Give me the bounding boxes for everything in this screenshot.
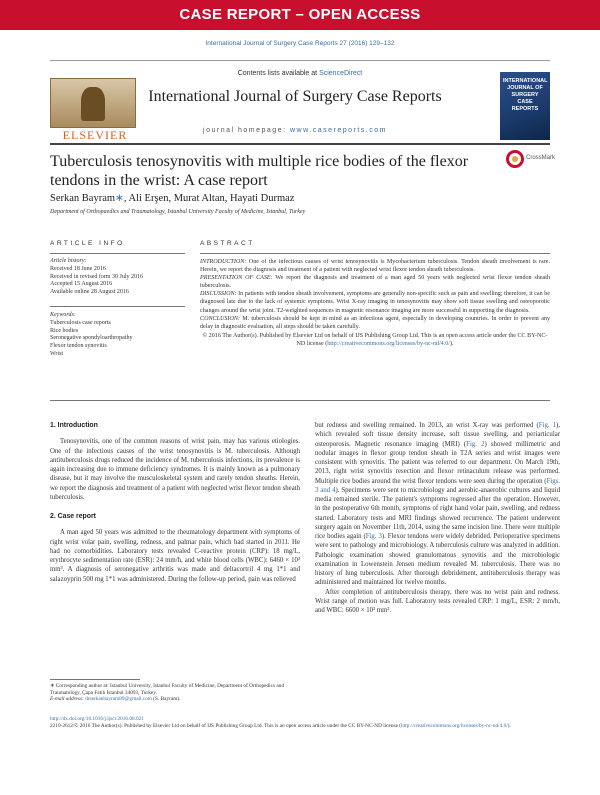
history-item: Received in revised form 30 July 2016	[50, 273, 143, 280]
footnote-rule	[50, 679, 140, 680]
homepage-link[interactable]: www.casereports.com	[289, 127, 387, 134]
abstract-intro-text: One of the infectious causes of wrist tenosynovitis is Mycobacterium tuberculosis. Tendon sheath involvement is rare. Herein, we report the diagnosis and treatment of a patient with neglected wrist flexor tendon sheath tuberculosis.	[200, 259, 550, 274]
keywords-label: Keywords:	[50, 312, 76, 318]
journal-title: International Journal of Surgery Case Reports	[148, 88, 442, 105]
crossmark-icon	[506, 150, 524, 168]
footer-license-end: ).	[507, 723, 511, 729]
footer-license	[50, 723, 560, 730]
keyword: Rice bodies	[50, 327, 79, 334]
corresponding-author-marker[interactable]: ∗	[115, 193, 124, 204]
abstract-rule	[200, 253, 550, 254]
figure-2-link[interactable]: Fig. 2	[466, 440, 485, 448]
cover-line: SURGERY	[511, 92, 539, 98]
email-link[interactable]: drserkanbayram89@gmail.com	[85, 696, 152, 703]
elsevier-wordmark: ELSEVIER	[62, 128, 128, 142]
elsevier-tree-logo	[50, 78, 136, 128]
abstract-conclusion-text: M. tuberculosis should be kept in mind as an infectious agent, especially in developing countries. In order to prevent any delay in diagnostic evaluation, all steps should be taken carefully.	[200, 315, 550, 330]
abstract-conclusion-label: CONCLUSION:	[200, 315, 240, 322]
author-rest: , Ali Erşen, Murat Altan, Hayati Durmaz	[123, 193, 295, 204]
figures-3-4-link[interactable]: Figs. 3 and 4	[315, 477, 560, 494]
header-rule-bottom	[50, 143, 550, 145]
case-text: ) showed millimetric and nodular images in flexor group tendon sheath in T2A series and wrist images were consistent with synovitis. The patient was referred to our department. On March 19th, 2013, right wrist synovitis resection and flexor retinaculum release was performed. Multiple rice bodies around the wrist flexor tendons were seen during the operation (	[315, 440, 560, 485]
cover-line: INTERNATIONAL	[503, 78, 548, 84]
author-first[interactable]: Serkan Bayram	[50, 193, 116, 204]
keyword: Seronegative spondyloarthropathy	[50, 335, 133, 342]
copyright-text: © 2016 The Author(s). Published by Elsevier Ltd on behalf of IJS Publishing Group Ltd. This is an open access article under the CC BY-NC-ND license (	[202, 332, 548, 347]
homepage-label: journal homepage:	[203, 127, 290, 134]
copyright-end: ).	[449, 340, 454, 347]
keyword: Tuberculosis case reports	[50, 319, 111, 326]
crossmark-label: CrossMark	[526, 155, 556, 161]
case-report-paragraph-2: After completion of antituberculosis therapy, there was no wrist pain and redness. Wrist range of motion was full. Laboratory tests revealed CRP: 1 mg/L, ESR: 2 mm/h, and WBC: 6600 × 10³ mm³.	[315, 588, 560, 614]
journal-cover-thumbnail	[500, 72, 550, 140]
case-text: but redness and swelling remained. In 2013, an wrist X-ray was performed (	[315, 422, 539, 429]
section-gap	[50, 502, 300, 512]
figure-1-link[interactable]: Fig. 1	[538, 422, 557, 429]
abstract-case	[200, 274, 550, 290]
section-1-paragraph: Tenosynovitis, one of the common reasons of wrist pain, may has various etiologies. One of the infectious causes of the wrist tenosynovitis is M. tuberculosis. Although antituberculosis drugs reduced the incidence of M. tuberculosis infections, its prevalence is again increasing due to immune deficiency syndromes. It is mainly known as a pulmonary disease, but it may involve the musculoskeletal system and rarely tendon sheaths. Herein, we report the diagnosis and treatment of a patient with neglected wrist flexor tendon sheath tuberculosis.	[50, 438, 300, 501]
body-column-left	[50, 421, 300, 584]
abstract-discussion-label: DISCUSSION:	[200, 291, 237, 298]
history-item: Received 18 June 2016	[50, 265, 106, 272]
section-2-paragraph: A man aged 50 years was admitted to the rheumatology department with symptoms of right wrist volar pain, swelling, redness, and palmar pain, which had started in 2011. He had no comorbidities. Laboratory tests revealed C-reactive protein (CRP): 18 mg/L, erythrocyte sedimentation rate (ESR): 24 mm/h, and white blood cells (WBC): 6460 × 10³ mm³. A diagnosis of seronegative arthritis was made and deltacortril 4 mg 1*1 and salazoyprin 500 mg 1*1 was administered. During the follow-up period, pain was relieved	[50, 529, 300, 583]
history-item: Available online 28 August 2016	[50, 289, 129, 296]
article-history	[50, 258, 190, 297]
abstract-case-label: PRESENTATION OF CASE:	[200, 275, 273, 282]
section-1-heading: 1. Introduction	[50, 422, 98, 429]
email-label: E-mail address:	[50, 696, 86, 703]
corresponding-address: ∗ Corresponding author at: Istanbul University, Istanbul Faculty of Medicine, Department of Orthopedics and Traumatology, Çapa Fatih Istanbul 34093, Turkey.	[50, 683, 285, 696]
email-line	[50, 696, 300, 703]
case-report-banner: CASE REPORT – OPEN ACCESS	[0, 0, 600, 30]
affiliation: Department of Orthopaedics and Traumatology, Istanbul University Faculty of Medicine, Istanbul, Turkey	[50, 209, 306, 215]
abstract-bottom-rule	[50, 400, 550, 401]
figure-3-link[interactable]: Fig. 3	[365, 533, 382, 540]
abstract-heading: ABSTRACT	[200, 240, 255, 247]
history-item: Accepted 15 August 2016	[50, 281, 113, 288]
contents-prefix: Contents lists available at	[237, 70, 320, 77]
keywords	[50, 312, 190, 359]
article-title: Tuberculosis tenosynovitis with multiple rice bodies of the flexor tendons in the wrist: A case report	[50, 153, 469, 189]
header-rule-top	[50, 60, 550, 61]
sciencedirect-link[interactable]: ScienceDirect	[319, 70, 363, 77]
keyword: Flexor tendon synovitis	[50, 343, 107, 350]
footer-license-link[interactable]: http://creativecommons.org/licenses/by-nc-nd/4.0/	[401, 723, 508, 729]
body-column-right	[315, 421, 560, 615]
case-text: ), which revealed soft tissue density increase, soft tissue swelling, and periarticular osteoporosis. Magnetic resonance imaging (MRI) (	[315, 422, 560, 448]
abstract-copyright	[200, 332, 550, 348]
crossmark-badge[interactable]	[506, 150, 556, 172]
abstract-body	[200, 258, 550, 348]
corresponding-author-footnote	[50, 683, 300, 703]
abstract-discussion-text: In patients with tendon sheath involvement, symptoms are generally non-specific such as pain and swelling; therefore, it can be diagnosed late due to the lack of systemic symptoms. Wrist X-ray imaging in tenosynovitis may show soft tissue swelling and osteoporotic changes around the wrist joint. T2-weighted sequences in magnetic resonance imaging are more successful in supporting the diagnosis.	[200, 291, 550, 314]
abstract-discussion	[200, 290, 550, 314]
article-info-heading: ARTICLE INFO	[50, 240, 125, 247]
journal-homepage	[130, 127, 460, 134]
abstract-case-text: We report the diagnosis and treatment of a man aged 50 years with neglected wrist flexor tendon sheath tuberculosis.	[200, 275, 551, 290]
doi-link[interactable]: http://dx.doi.org/10.1016/j.ijscr.2016.08.021	[50, 716, 144, 722]
footer-license-text: 2210-2612/© 2016 The Author(s). Published by Elsevier Ltd on behalf of IJS Publishing Group Ltd. This is an open access article under the CC BY-NC-ND license (	[50, 723, 402, 729]
abstract-intro-label: INTRODUCTION:	[200, 259, 247, 265]
abstract-introduction	[200, 258, 550, 274]
author-list	[50, 192, 294, 204]
keywords-rule	[50, 306, 185, 307]
cover-line: REPORTS	[511, 106, 539, 112]
license-link[interactable]: http://creativecommons.org/licenses/by-nc-nd/4.0/	[327, 340, 450, 347]
case-text: ). Specimens were sent to microbiology and aerobic-anaerobic cultures and liquid media remained sterile. The patient's symptoms regressed after the operation. However, in the postoperative 6th month, symptoms of right hand volar pain, swelling, and redness started. Laboratory tests and MRI findings showed recurrence. The patient underwent surgery again on November 11th, 2014, using the same incision line. There were multiple rice bodies again (	[315, 486, 560, 540]
page-footer	[50, 716, 560, 730]
cover-line: JOURNAL OF	[507, 85, 543, 91]
case-text: ). Flexor tendons were widely debrided. Perioperative specimens were sent to pathology and microbiology. A tuberculosis culture was analyzed in addition. Pathologic examination showed granulomatous synovitis and the microbiologic examination in Lowenstein Jensen medium revealed M. tuberculosis. There was no history of lung tuberculosis. After thorough debridement, antituberculosis therapy was administered and maintained for twelve months.	[315, 533, 560, 587]
section-2-heading: 2. Case report	[50, 513, 96, 520]
case-report-continued	[315, 421, 560, 588]
email-owner: (S. Bayram).	[151, 696, 181, 703]
journal-citation[interactable]: International Journal of Surgery Case Reports 27 (2016) 129–132	[205, 40, 395, 47]
history-label: Article history:	[50, 258, 87, 264]
info-rule	[50, 253, 185, 254]
keyword: Wrist	[50, 350, 64, 357]
cover-line: CASE	[517, 99, 533, 105]
abstract-conclusion	[200, 315, 550, 331]
